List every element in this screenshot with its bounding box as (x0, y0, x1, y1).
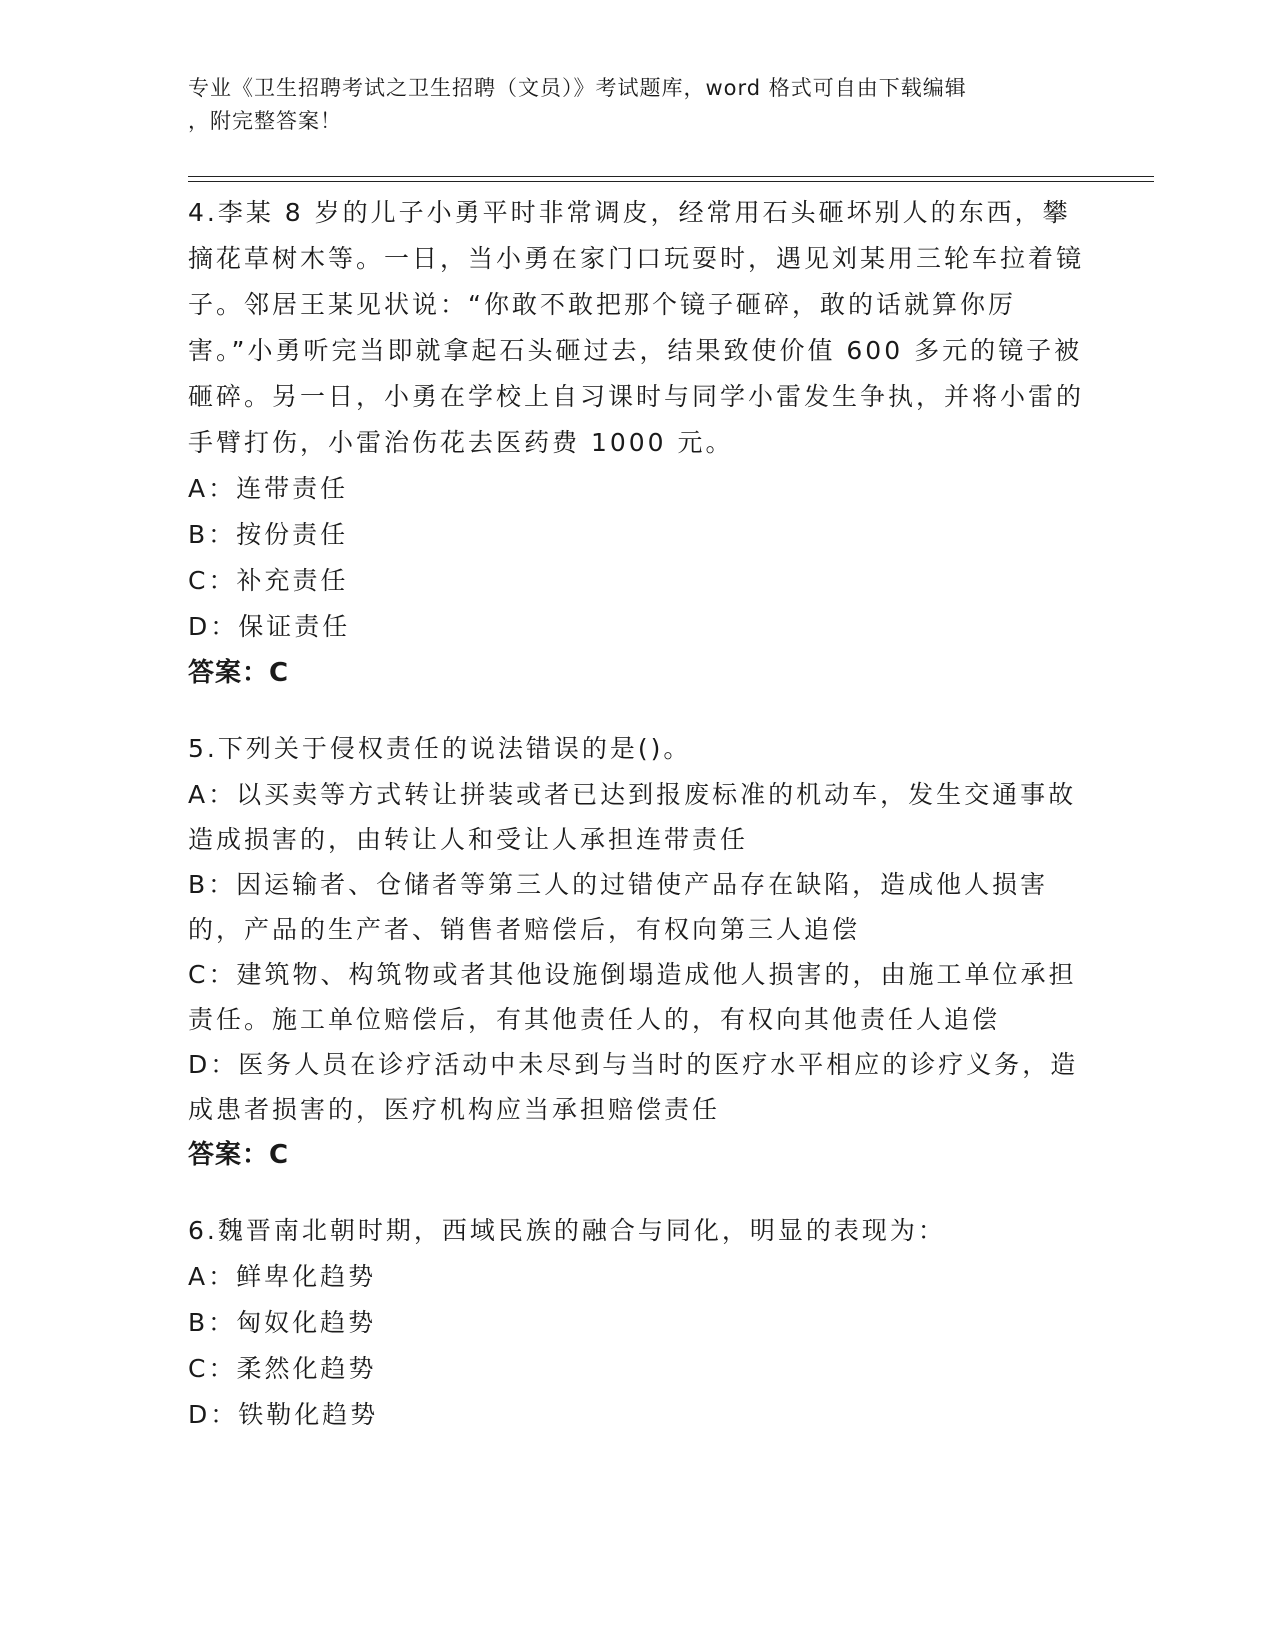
option-d: D：铁勒化趋势 (188, 1400, 379, 1429)
option-c: C：建筑物、构筑物或者其他设施倒塌造成他人损害的，由施工单位承担责任。施工单位赔偿后，有其他责任人的，有权向其他责任人追偿 (188, 960, 1077, 1034)
question-stem: 5.下列关于侵权责任的说法错误的是()。 (188, 734, 692, 763)
option-d: D：医务人员在诊疗活动中未尽到与当时的医疗水平相应的诊疗义务，造成患者损害的，医疗机构应当承担赔偿责任 (188, 1050, 1079, 1124)
question-stem: 4.李某 8 岁的儿子小勇平时非常调皮，经常用石头砸坏别人的东西，攀摘花草树木等。一日，当小勇在家门口玩耍时，遇见刘某用三轮车拉着镜子。邻居王某见状说：“你敢不敢把那个镜子砸碎，敢的话就算你厉害。”小勇听完当即就拿起石头砸过去，结果致使价值 600 多元的镜子被砸碎。另一日，小勇在学校上自习课时与同学小雷发生争执，并将小雷的手臂打伤，小雷治伤花去医药费 1000 元。 (188, 198, 1085, 457)
header-divider-top (188, 176, 1154, 177)
question-4 (188, 190, 1088, 696)
question-list (188, 190, 1088, 1438)
option-a: A：连带责任 (188, 474, 349, 503)
option-b: B：匈奴化趋势 (188, 1308, 377, 1337)
option-c: C：柔然化趋势 (188, 1354, 377, 1383)
question-spacer (188, 1178, 1088, 1208)
header-divider-bottom (188, 181, 1154, 182)
option-a: A：鲜卑化趋势 (188, 1262, 377, 1291)
answer-line: 答案：C (188, 658, 290, 688)
question-spacer (188, 696, 1088, 726)
answer-line: 答案：C (188, 1140, 290, 1170)
option-b: B：因运输者、仓储者等第三人的过错使产品存在缺陷，造成他人损害的，产品的生产者、销售者赔偿后，有权向第三人追偿 (188, 870, 1049, 944)
option-d: D：保证责任 (188, 612, 351, 641)
option-a: A：以买卖等方式转让拼装或者已达到报废标准的机动车，发生交通事故造成损害的，由转让人和受让人承担连带责任 (188, 780, 1077, 854)
document-header-note (188, 72, 1068, 138)
option-b: B：按份责任 (188, 520, 349, 549)
header-line-1: 专业《卫生招聘考试之卫生招聘（文员）》考试题库，word 格式可自由下载编辑 (188, 76, 967, 100)
question-stem: 6.魏晋南北朝时期，西域民族的融合与同化，明显的表现为： (188, 1216, 946, 1245)
header-line-2: ，附完整答案！ (188, 109, 342, 133)
question-5 (188, 726, 1088, 1178)
question-6 (188, 1208, 1088, 1438)
option-c: C：补充责任 (188, 566, 349, 595)
